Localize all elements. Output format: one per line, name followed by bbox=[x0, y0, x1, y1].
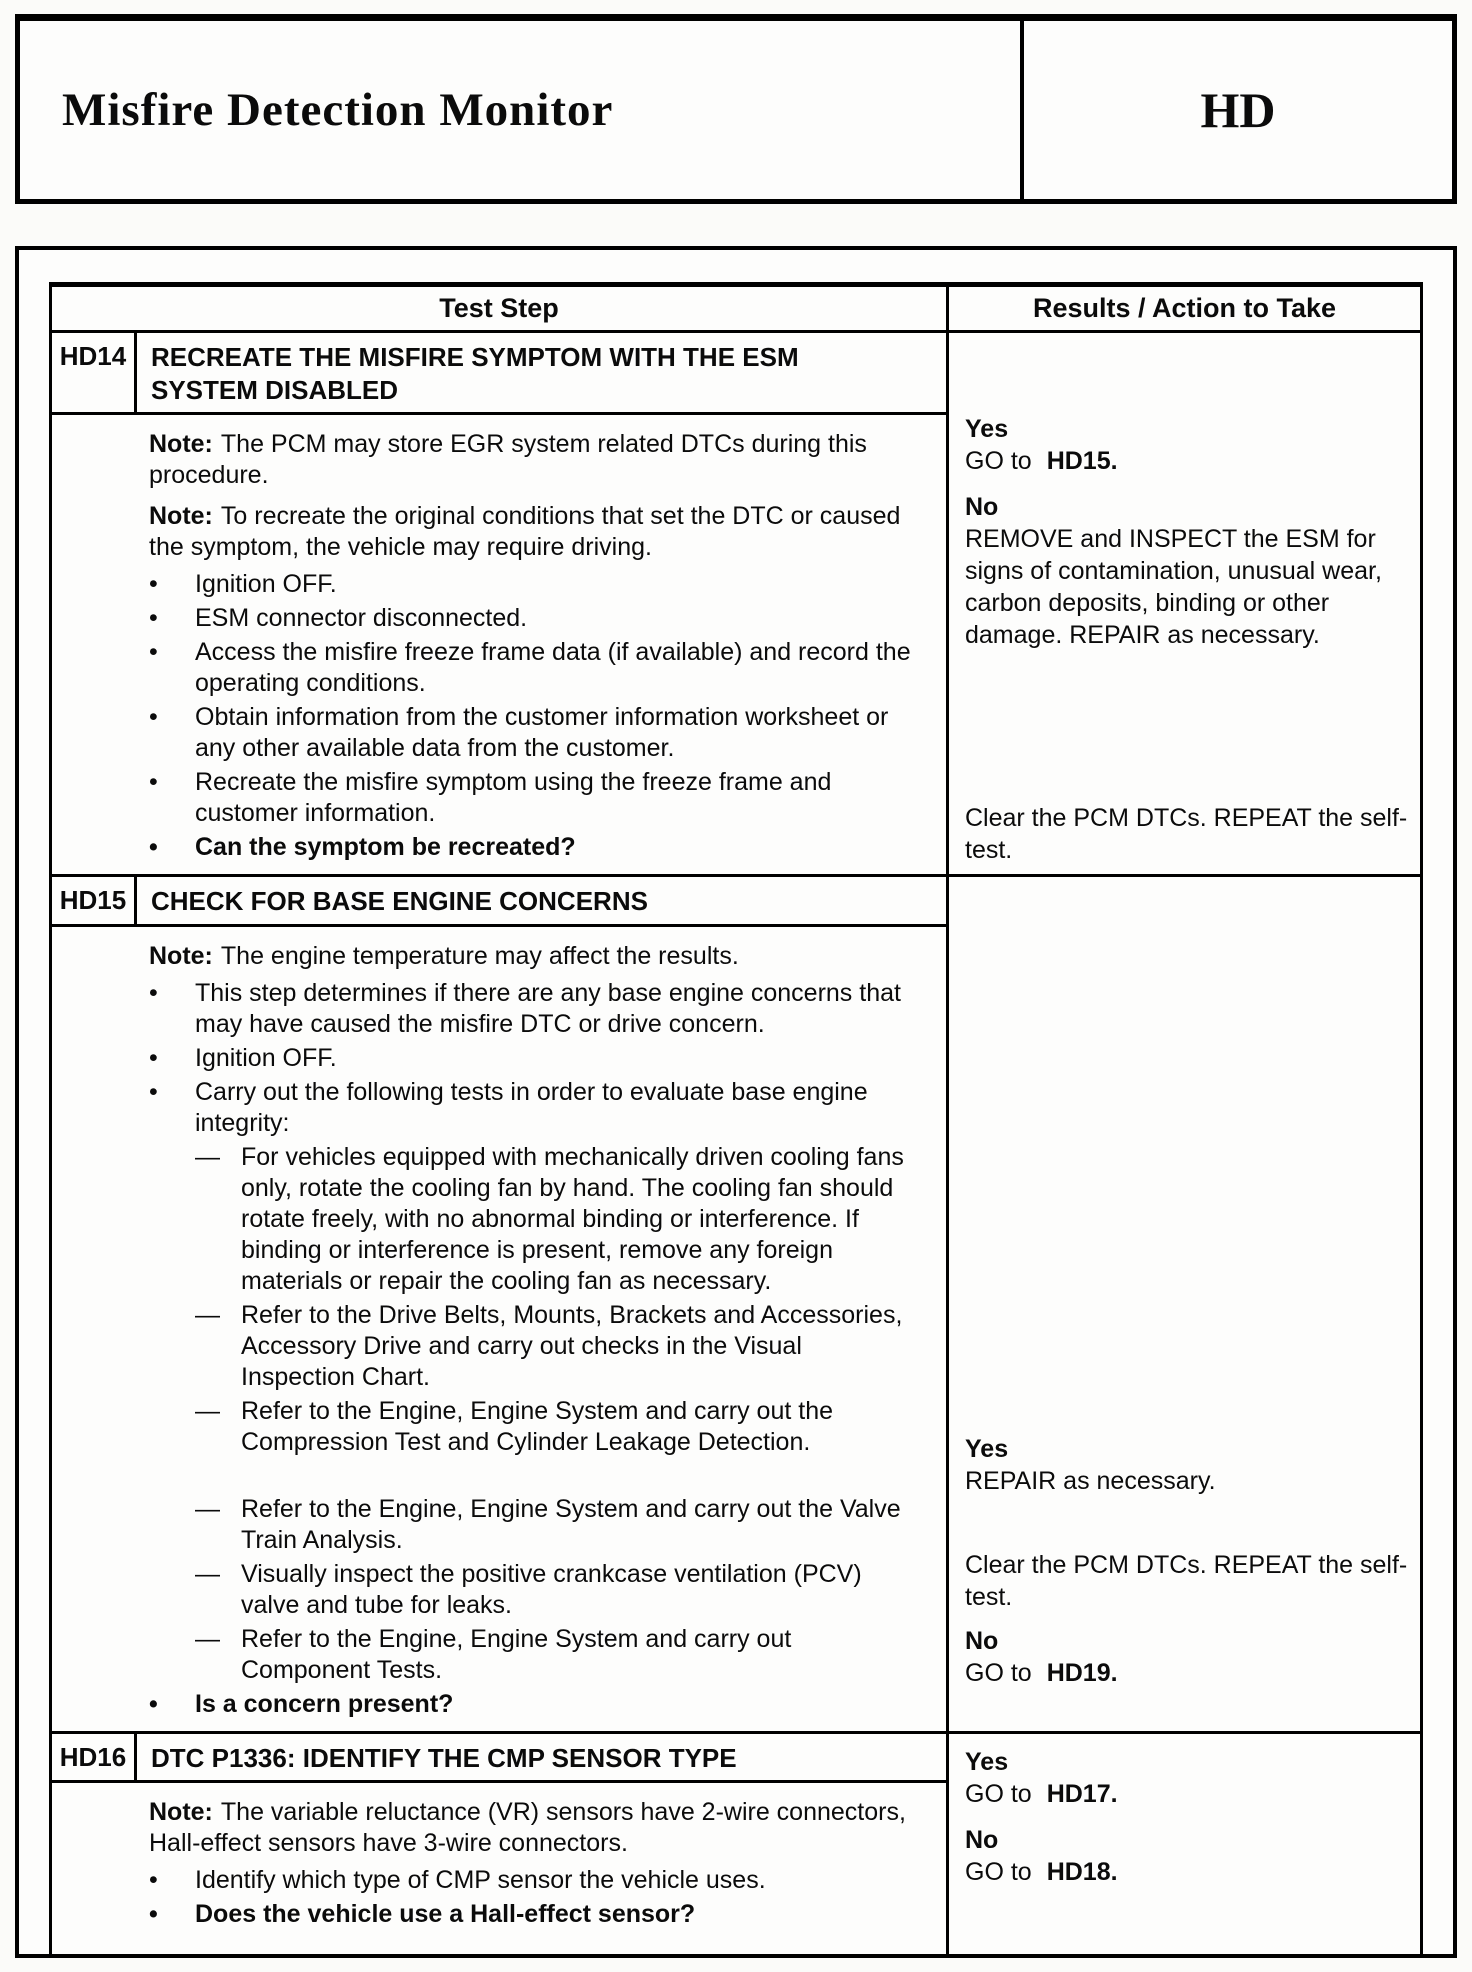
step-title: DTC P1336: IDENTIFY THE CMP SENSOR TYPE bbox=[151, 1742, 737, 1773]
bullet-icon: • bbox=[149, 1043, 158, 1072]
sub-list-item: — Visually inspect the positive crankcase ventilation (PCV) valve and tube for leaks. bbox=[195, 1559, 862, 1619]
sub-list-item: — Refer to the Engine, Engine System and carry out Component Tests. bbox=[195, 1624, 792, 1684]
bullet-icon: • bbox=[149, 978, 158, 1007]
spacer bbox=[965, 665, 1408, 802]
page-title: Misfire Detection Monitor bbox=[62, 84, 614, 136]
step-hd14-title-row bbox=[52, 333, 946, 415]
step-title: CHECK FOR BASE ENGINE CONCERNS bbox=[151, 886, 648, 916]
go-to-action: GO to HD15. bbox=[965, 447, 1118, 475]
dash-icon: — bbox=[195, 1142, 220, 1171]
document-header bbox=[15, 14, 1457, 204]
clear-dtcs-action: Clear the PCM DTCs. REPEAT the self-test. bbox=[965, 1551, 1408, 1611]
bullet-icon: • bbox=[149, 833, 158, 861]
list-item: • Recreate the misfire symptom using the freeze frame and customer information. bbox=[149, 768, 832, 827]
note-label: Note: bbox=[149, 430, 213, 458]
bullet-icon: • bbox=[149, 1077, 158, 1106]
step-hd15 bbox=[52, 877, 1420, 1734]
table-header-row bbox=[52, 287, 1420, 333]
list-item: • ESM connector disconnected. bbox=[149, 604, 528, 632]
section-code: HD bbox=[1200, 82, 1276, 138]
step-hd16-test-step bbox=[52, 1734, 949, 1959]
step-title: RECREATE THE MISFIRE SYMPTOM WITH THE ESM SYSTEM DISABLED bbox=[151, 342, 799, 405]
bullet-icon: • bbox=[149, 1689, 158, 1718]
bullet-icon: • bbox=[149, 1900, 158, 1928]
step-id: HD16 bbox=[52, 1734, 137, 1781]
step-hd15-body bbox=[52, 927, 946, 1731]
step-hd14 bbox=[52, 333, 1420, 877]
bullet-icon: • bbox=[149, 570, 158, 598]
no-result: No GO to HD18. bbox=[965, 1824, 1408, 1888]
dash-icon: — bbox=[195, 1494, 220, 1523]
dash-icon: — bbox=[195, 1396, 220, 1425]
test-step-column-header: Test Step bbox=[52, 287, 949, 330]
step-hd14-test-step bbox=[52, 333, 949, 874]
list-item: • Obtain information from the customer information worksheet or any other available data from the customer. bbox=[149, 703, 889, 762]
step-reference: HD19. bbox=[1046, 1659, 1118, 1687]
yes-result: Yes GO to HD17. bbox=[965, 1746, 1408, 1810]
list-item: • This step determines if there are any base engine concerns that may have caused the misfire DTC or drive concern. bbox=[149, 978, 901, 1038]
dash-icon: — bbox=[195, 1624, 220, 1653]
go-to-action: GO to HD19. bbox=[965, 1659, 1118, 1687]
bullet-icon: • bbox=[149, 768, 158, 796]
note: Note: The variable reluctance (VR) sensors have 2-wire connectors, Hall-effect sensors have 3-wire connectors. bbox=[149, 1798, 906, 1857]
step-hd15-results bbox=[949, 877, 1420, 1731]
yes-result: Yes REPAIR as necessary. bbox=[965, 1435, 1216, 1495]
results-column-header: Results / Action to Take bbox=[1032, 293, 1337, 323]
bullet-icon: • bbox=[149, 703, 158, 731]
step-hd15-test-step bbox=[52, 877, 949, 1731]
no-result: No GO to HD19. bbox=[965, 1625, 1408, 1689]
note: Note: To recreate the original conditions that set the DTC or caused the symptom, the vehicle may require driving. bbox=[149, 502, 901, 561]
clear-dtcs-action: Clear the PCM DTCs. REPEAT the self-test. bbox=[965, 804, 1408, 864]
step-hd16-results bbox=[949, 1734, 1420, 1959]
step-hd16-title-row bbox=[52, 1734, 946, 1784]
step-reference: HD15. bbox=[1046, 447, 1118, 475]
sub-list-item: — For vehicles equipped with mechanically driven cooling fans only, rotate the cooling fan by hand. The cooling fan should rotate freely, with no abnormal binding or interference. If binding or interference is present, remove any foreign materials or repair the cooling fan as necessary. bbox=[195, 1142, 904, 1295]
step-hd14-body bbox=[52, 415, 946, 874]
note: Note: The PCM may store EGR system related DTCs during this procedure. bbox=[149, 430, 867, 489]
document-title-cell bbox=[20, 21, 1020, 199]
list-item: • Ignition OFF. bbox=[149, 1043, 337, 1072]
step-question: • Does the vehicle use a Hall-effect sensor? bbox=[149, 1900, 696, 1928]
note: Note: The engine temperature may affect the results. bbox=[149, 941, 739, 970]
no-result: No REMOVE and INSPECT the ESM for signs of contamination, unusual wear, carbon deposits, binding or other damage. REPAIR as necessary. bbox=[965, 493, 1382, 649]
bullet-icon: • bbox=[149, 604, 158, 632]
sub-list-item: — Refer to the Engine, Engine System and carry out the Compression Test and Cylinder Leakage Detection. bbox=[195, 1396, 834, 1456]
yes-result: Yes GO to HD15. bbox=[965, 413, 1408, 477]
step-id: HD15 bbox=[52, 877, 137, 924]
list-item: • Access the misfire freeze frame data (if available) and record the operating conditions. bbox=[149, 638, 911, 697]
step-hd16 bbox=[52, 1734, 1420, 1959]
step-question: • Can the symptom be recreated? bbox=[149, 833, 576, 861]
list-item: • Carry out the following tests in order to evaluate base engine integrity: bbox=[149, 1077, 868, 1137]
sub-list-item: — Refer to the Drive Belts, Mounts, Brackets and Accessories, Accessory Drive and carry out checks in the Visual Inspection Chart. bbox=[195, 1300, 903, 1391]
go-to-action: GO to HD18. bbox=[965, 1857, 1118, 1886]
note-label: Note: bbox=[149, 941, 213, 970]
spacer bbox=[965, 1613, 1408, 1625]
bullet-icon: • bbox=[149, 638, 158, 666]
list-item: • Identify which type of CMP sensor the vehicle uses. bbox=[149, 1866, 766, 1894]
step-hd16-body bbox=[52, 1783, 946, 1958]
section-code-cell bbox=[1020, 21, 1452, 199]
dash-icon: — bbox=[195, 1559, 220, 1588]
step-id: HD14 bbox=[52, 333, 137, 412]
dash-icon: — bbox=[195, 1300, 220, 1329]
go-to-action: GO to HD17. bbox=[965, 1779, 1118, 1808]
step-reference: HD18. bbox=[1046, 1857, 1118, 1886]
step-question: • Is a concern present? bbox=[149, 1689, 454, 1718]
step-hd14-results bbox=[949, 333, 1420, 874]
list-item: • Ignition OFF. bbox=[149, 570, 337, 598]
note-label: Note: bbox=[149, 1798, 213, 1826]
procedure-table-box bbox=[15, 246, 1457, 1958]
sub-list-item: — Refer to the Engine, Engine System and carry out the Valve Train Analysis. bbox=[195, 1494, 901, 1554]
step-hd15-title-row bbox=[52, 877, 946, 927]
step-reference: HD17. bbox=[1046, 1779, 1118, 1808]
spacer bbox=[965, 1497, 1408, 1549]
note-label: Note: bbox=[149, 502, 213, 530]
procedure-table bbox=[49, 282, 1423, 1958]
bullet-icon: • bbox=[149, 1866, 158, 1894]
